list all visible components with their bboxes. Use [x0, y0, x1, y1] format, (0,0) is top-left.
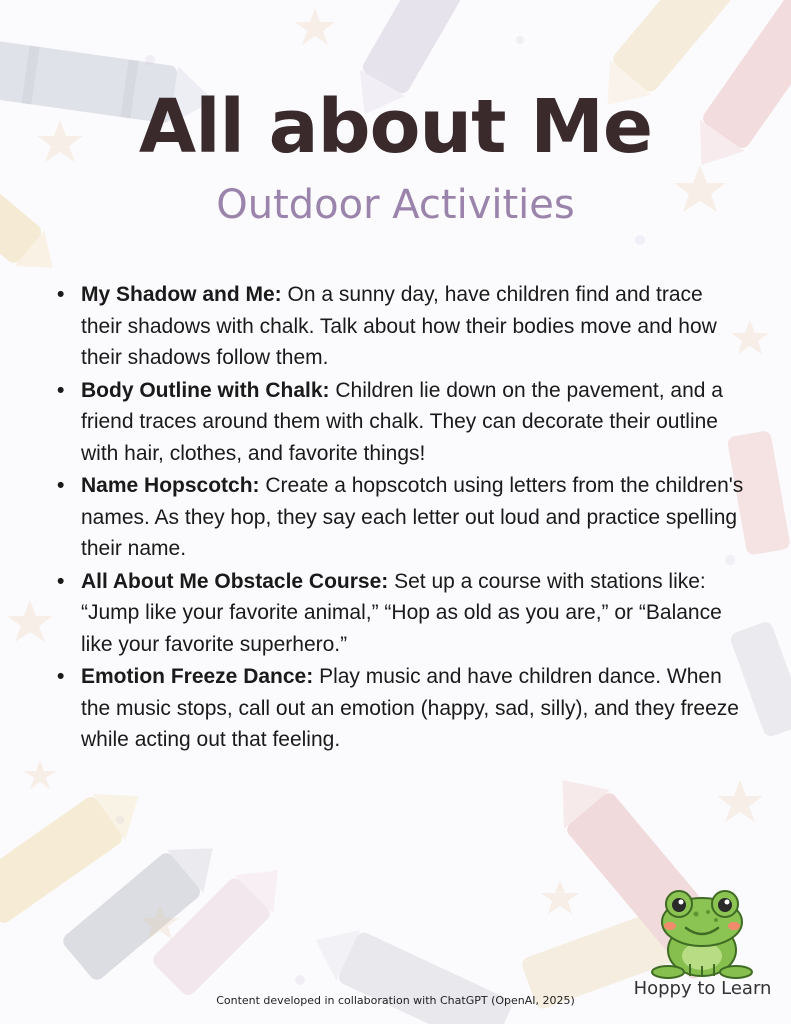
- activity-title: Name Hopscotch:: [81, 474, 260, 497]
- brand-name: Hoppy to Learn: [633, 978, 772, 999]
- star-icon: [24, 760, 56, 789]
- star-icon: [541, 880, 579, 914]
- star-icon: [717, 780, 763, 822]
- activity-description: Play music and have children dance. When the music stops, call out an emotion (happy, sad, silly), and they freeze while acting out that feeling.: [81, 665, 739, 751]
- bullet-icon: •: [57, 474, 65, 497]
- dot-icon: [116, 816, 124, 824]
- star-icon: [295, 8, 335, 45]
- list-item: [57, 279, 747, 374]
- dot-icon: [635, 235, 645, 245]
- activity-description: On a sunny day, have children find and trace their shadows with chalk. Talk about how their bodies move and how their shadows follow them.: [81, 283, 717, 369]
- bullet-icon: •: [57, 569, 65, 593]
- list-item: [57, 375, 747, 470]
- activity-title: Body Outline with Chalk:: [81, 378, 330, 402]
- activity-title: Emotion Freeze Dance:: [81, 665, 314, 688]
- bullet-icon: •: [57, 283, 65, 306]
- activity-title: My Shadow and Me:: [81, 283, 282, 306]
- page-subtitle: Outdoor Activities: [216, 182, 575, 228]
- page-title: All about Me: [138, 84, 653, 170]
- bullet-icon: •: [57, 378, 65, 402]
- dot-icon: [145, 55, 155, 65]
- activity-description: Create a hopscotch using letters from the children's names. As they hop, they say each letter out loud and practice spelling their name.: [81, 474, 744, 560]
- list-item: [57, 661, 747, 756]
- frog-icon: [646, 884, 758, 980]
- activity-title: All About Me Obstacle Course:: [81, 569, 389, 593]
- list-item: [57, 470, 747, 565]
- crayon-icon: [304, 915, 514, 1024]
- dot-icon: [516, 36, 524, 44]
- credit-note: Content developed in collaboration with ChatGPT (OpenAI, 2025): [216, 994, 575, 1007]
- star-icon: [7, 600, 53, 642]
- activity-description: Set up a course with stations like: “Jump like your favorite animal,” “Hop as old as you are,” or “Balance like your favorite superhero.”: [81, 569, 722, 656]
- activity-description: Children lie down on the pavement, and a friend traces around them with chalk. They can decorate their outline with hair, clothes, and favorite things!: [81, 378, 723, 465]
- bullet-icon: •: [57, 665, 65, 688]
- activity-list: [57, 279, 747, 757]
- dot-icon: [295, 975, 305, 985]
- list-item: [57, 566, 747, 661]
